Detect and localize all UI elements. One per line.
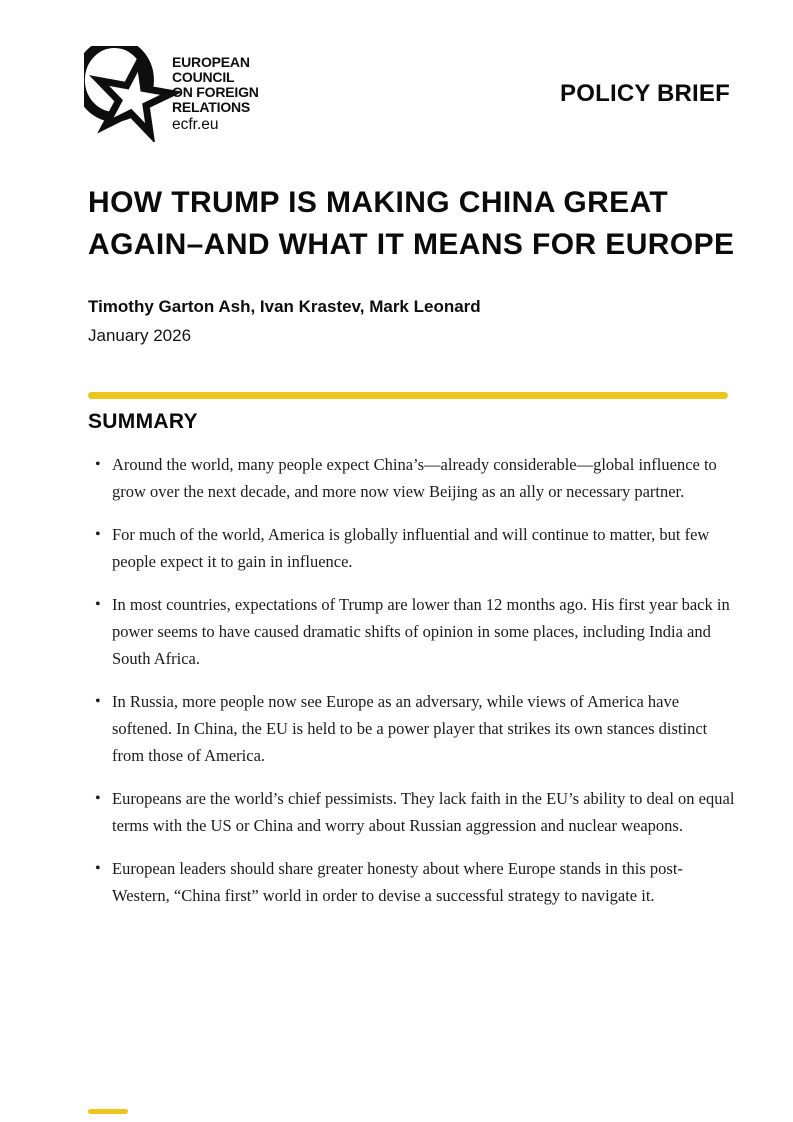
summary-bullet: • For much of the world, America is globally influential and will continue to matter, but few people expect it to gain in influence. (88, 521, 738, 575)
page-title-line-1: HOW TRUMP IS MAKING CHINA GREAT (88, 186, 669, 219)
authors-line: Timothy Garton Ash, Ivan Krastev, Mark Leonard (88, 297, 481, 316)
page-title-line-2: AGAIN–AND WHAT IT MEANS FOR EUROPE (88, 228, 735, 261)
publication-date: January 2026 (88, 326, 192, 345)
document-type-label: POLICY BRIEF (560, 80, 730, 107)
summary-bullet: • European leaders should share greater honesty about where Europe stands in this post-Western, “China first” world in order to devise a successful strategy to navigate it. (88, 855, 738, 909)
logo-line: EUROPEAN (172, 54, 250, 70)
logo-domain: ecfr.eu (172, 116, 219, 133)
section-divider-rule (88, 392, 728, 399)
logo-line: RELATIONS (172, 99, 251, 115)
ecfr-logo-icon (84, 46, 180, 142)
summary-bullet: • Europeans are the world’s chief pessimists. They lack faith in the EU’s ability to deal on equal terms with the US or China and worry about Russian aggression and nuclear weapons. (88, 785, 738, 839)
logo-line: COUNCIL (172, 69, 235, 85)
logo-line: ON FOREIGN (172, 84, 259, 100)
next-page-rule-sliver (88, 1109, 128, 1114)
summary-heading: SUMMARY (88, 410, 198, 433)
page-title (88, 182, 760, 266)
summary-bullet: • In most countries, expectations of Trump are lower than 12 months ago. His first year back in power seems to have caused dramatic shifts of opinion in some places, including India and South Africa. (88, 591, 738, 672)
summary-bullet: • In Russia, more people now see Europe as an adversary, while views of America have softened. In China, the EU is held to be a power player that strikes its own stances distinct from those of America. (88, 688, 738, 769)
summary-bullet: • Around the world, many people expect China’s—already considerable—global influence to grow over the next decade, and more now view Beijing as an ally or necessary partner. (88, 451, 738, 505)
summary-bullet-list (88, 451, 738, 925)
ecfr-logo-wordmark (172, 55, 259, 132)
